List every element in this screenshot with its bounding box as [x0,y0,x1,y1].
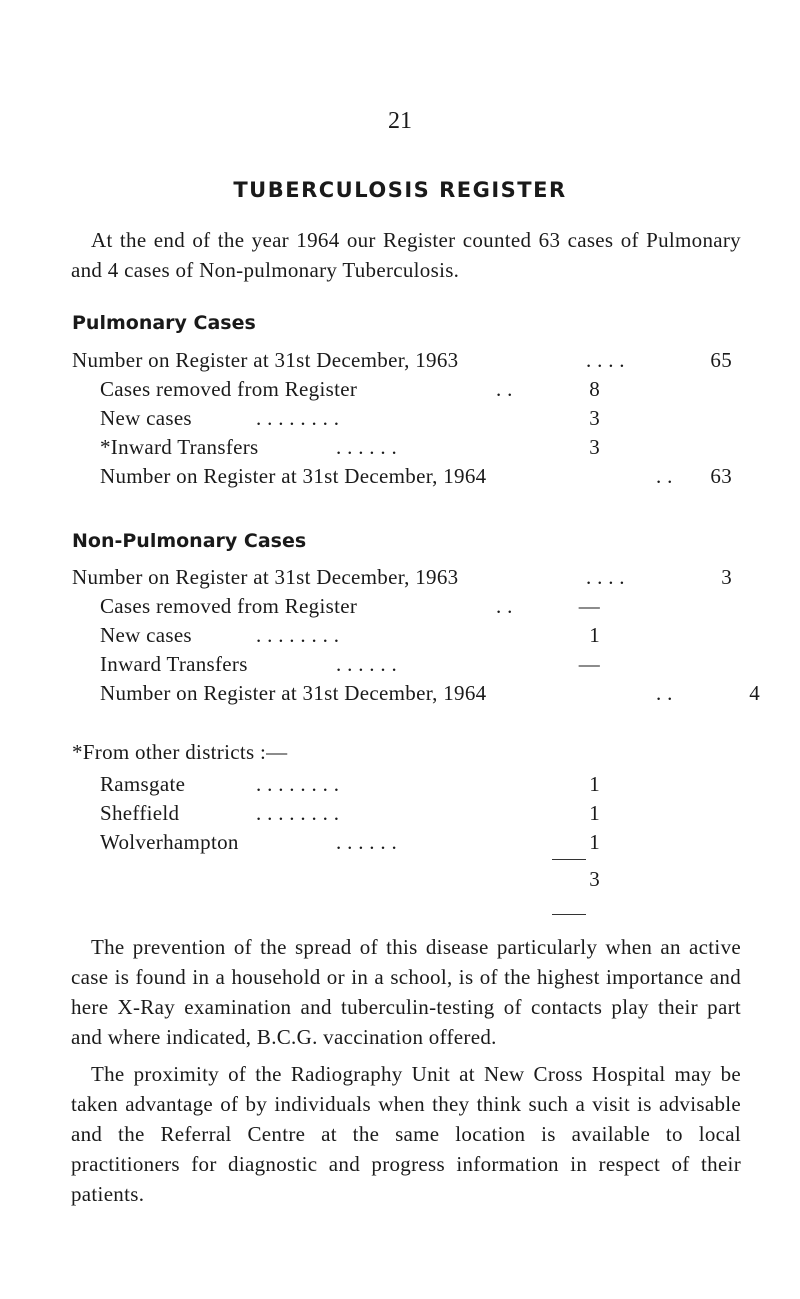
row-label: New cases [100,406,192,430]
transfer-row [100,827,600,857]
sum-rule-bottom [552,914,586,915]
row-subtotal: 8 [589,377,600,401]
pulmonary-row [100,461,740,491]
row-label: Number on Register at 31st December, 1964 [100,681,487,705]
non-pulmonary-heading: Non-Pulmonary Cases [72,530,307,552]
leader-dots: . . . . . . [336,830,398,854]
leader-dots: . . [656,464,673,488]
row-label: Inward Transfers [100,652,248,676]
district-name: Wolverhampton [100,830,239,854]
transfers-heading [72,737,572,767]
leader-dots: . . . . . . [336,435,398,459]
non-pulmonary-row [100,591,740,621]
leader-dots: . . . . . . . . [256,801,340,825]
pulmonary-row [100,374,740,404]
page-title: TUBERCULOSIS REGISTER [233,178,567,202]
transfers-heading-text: *From other districts :— [72,740,288,764]
row-label: Number on Register at 31st December, 1963 [72,565,459,589]
intro-paragraph: At the end of the year 1964 our Register counted 63 cases of Pulmonary and 4 cases of Non-pulmonary Tuberculosis. [71,228,741,282]
transfer-row [100,769,600,799]
row-subtotal: — [578,594,600,618]
row-total: 65 [710,348,732,372]
row-total: 4 [749,681,760,705]
leader-dots: . . . . . . [336,652,398,676]
district-name: Sheffield [100,801,180,825]
district-count: 1 [589,801,600,825]
row-label: Number on Register at 31st December, 1963 [72,348,459,372]
page-number: 21 [388,108,412,134]
pulmonary-row [100,403,740,433]
row-label: New cases [100,623,192,647]
row-label: Cases removed from Register [100,377,358,401]
non-pulmonary-row [72,562,742,592]
row-label: Number on Register at 31st December, 1964 [100,464,487,488]
row-label: *Inward Transfers [100,435,259,459]
district-name: Ramsgate [100,772,186,796]
pulmonary-heading: Pulmonary Cases [72,312,256,334]
non-pulmonary-row [100,649,740,679]
leader-dots: . . [496,594,513,618]
district-count: 1 [589,772,600,796]
leader-dots: . . . . . . . . [256,623,340,647]
non-pulmonary-row [100,620,740,650]
leader-dots: . . . . [586,565,625,589]
leader-dots: . . [496,377,513,401]
leader-dots: . . . . . . . . [256,772,340,796]
transfer-row [100,798,600,828]
district-count: 1 [589,830,600,854]
row-total: 63 [710,464,732,488]
row-subtotal: — [578,652,600,676]
transfer-total: 3 [589,867,600,891]
prevention-paragraph: The prevention of the spread of this disease particularly when an active case is found in a household or in a school, is of the highest importance and here X-Ray examination and tuberculin-testing of contacts play their part and where indicated, B.C.G. vaccination offered. [71,935,741,1049]
radiography-paragraph: The proximity of the Radiography Unit at New Cross Hospital may be taken advantage of by individuals when they think such a visit is advisable and the Referral Centre at the same location is available to local practitioners for diagnostic and progress information in respect of their patients. [71,1062,741,1206]
row-subtotal: 3 [589,406,600,430]
leader-dots: . . . . [586,348,625,372]
transfer-total-row [100,864,600,894]
leader-dots: . . . . . . . . [256,406,340,430]
row-total: 3 [721,565,732,589]
sum-rule-top [552,859,586,860]
leader-dots: . . [656,681,673,705]
row-subtotal: 1 [589,623,600,647]
row-label: Cases removed from Register [100,594,358,618]
non-pulmonary-row [100,678,760,708]
pulmonary-row [100,432,740,462]
pulmonary-row [72,345,742,375]
row-subtotal: 3 [589,435,600,459]
